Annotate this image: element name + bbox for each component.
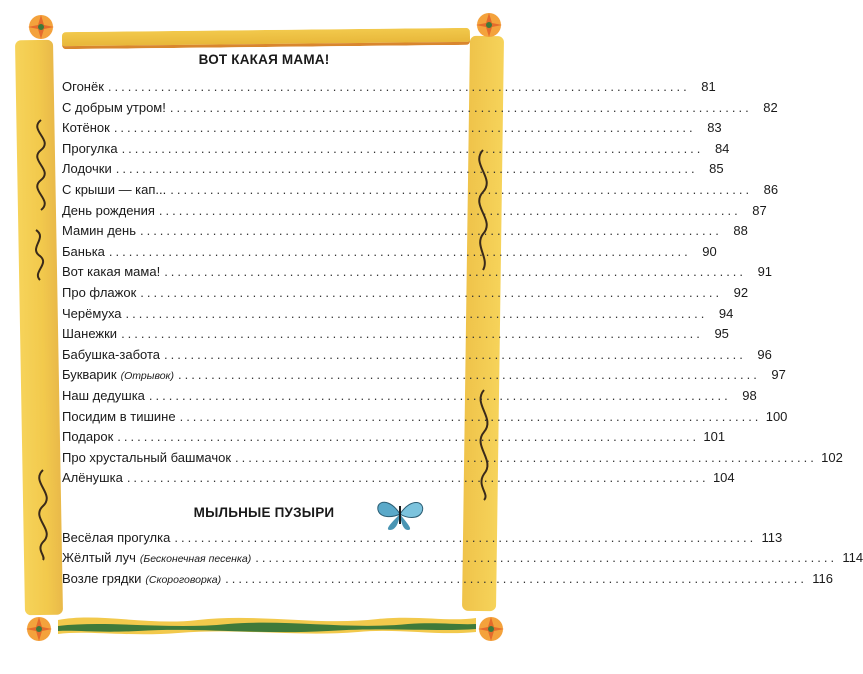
dot-leader: ........................................................................................ [126,470,709,486]
toc-entry-page: 81 [701,79,716,94]
toc-entry[interactable] [62,365,786,386]
toc-entry-title: Подарок [62,429,114,445]
toc-entry[interactable] [62,262,773,283]
dot-leader: ........................................................................................ [121,326,703,342]
toc-entry-title: Про хрустальный башмачок [62,449,232,465]
toc-entry-page: 92 [733,284,749,300]
toc-entry-note: (Скороговорка) [145,574,222,587]
toc-entry-title: Букварик [62,367,117,383]
toc-entry[interactable] [62,139,730,160]
toc-entry-page: 96 [757,346,772,362]
toc-entry-page: 95 [714,326,729,342]
toc-entry[interactable] [62,407,788,428]
toc-entry-page: 83 [707,120,722,136]
toc-entry-title: Посидим в тишине [62,408,176,424]
toc-entry[interactable] [62,304,734,325]
dot-leader: ........................................................................................ [108,243,691,259]
toc-entry-page: 97 [771,367,786,383]
toc-entry[interactable] [62,548,863,569]
toc-entry-page: 86 [763,181,779,197]
flower-corner-icon [22,612,56,646]
toc-entry[interactable] [62,324,729,345]
toc-entry-title: Вот какая мама! [62,264,161,280]
toc-entry-page: 84 [714,140,730,156]
toc-entry[interactable] [62,242,717,263]
toc-entry[interactable] [62,528,783,549]
toc-entry[interactable] [62,468,735,489]
toc-entry-page: 100 [765,408,788,424]
toc-entry-title: С крыши — кап... [62,181,167,197]
dot-leader: ........................................................................................ [158,202,741,218]
toc-entry-page: 102 [821,449,843,465]
toc-entry-title: Мамин день [62,223,136,239]
toc-entry[interactable] [62,427,726,448]
dot-leader: ........................................................................................ [164,264,747,280]
flower-corner-icon [24,10,58,44]
toc-entry[interactable] [62,201,767,222]
toc-entry-page: 85 [709,161,724,177]
toc-entry[interactable] [62,118,722,139]
dot-leader: ........................................................................................ [174,529,757,545]
dot-leader: ........................................................................................ [148,387,731,403]
toc-entry-title: С добрым утром! [62,99,166,115]
toc-entry-title: Бабушка-забота [62,346,161,362]
toc-entry[interactable] [62,221,748,242]
dot-leader: ........................................................................................ [125,305,708,321]
section-title: ВОТ КАКАЯ МАМА! [198,52,330,67]
dot-leader: ........................................................................................ [115,161,698,177]
frame-top-border [62,28,470,49]
toc-list [62,528,863,590]
toc-entry-title: Про флажок [62,284,137,300]
toc-entry-page: 113 [761,529,783,545]
squiggle-decoration [30,470,56,560]
dot-leader: ........................................................................................ [179,408,762,424]
toc-entry-title: Алёнушка [62,470,123,486]
toc-entry-page: 91 [757,264,773,280]
dot-leader: ........................................................................................ [225,571,807,587]
toc-entry-page: 90 [702,243,717,259]
dot-leader: ........................................................................................ [178,367,760,383]
toc-entry[interactable] [62,180,779,201]
toc-list [62,77,843,489]
toc-entry-page: 94 [718,305,734,321]
toc-entry-note: (Бесконечная песенка) [139,553,252,566]
squiggle-decoration [26,120,56,280]
toc-entry-title: День рождения [62,202,155,218]
frame-bottom-border [58,610,476,638]
toc-entry-title: Весёлая прогулка [62,529,171,545]
toc-entry-title: Черёмуха [62,305,122,321]
toc-entry-page: 101 [703,429,726,445]
section-title: МЫЛЬНЫЕ ПУЗЫРИ [193,504,335,520]
dot-leader: ........................................................................................ [235,449,817,465]
toc-entry-page: 98 [742,387,757,403]
table-of-contents [62,48,863,590]
toc-entry-page: 114 [842,550,863,566]
toc-entry-title: Огонёк [62,79,104,94]
toc-entry-title: Наш дедушка [62,387,145,403]
toc-entry-title: Котёнок [62,120,110,136]
dot-leader: ........................................................................................ [107,79,690,94]
toc-entry-page: 82 [763,99,778,115]
toc-entry-title: Жёлтый луч [62,550,136,566]
toc-entry[interactable] [62,569,833,590]
toc-entry[interactable] [62,386,757,407]
dot-leader: ........................................................................................ [255,550,838,566]
toc-entry-title: Шанежки [62,326,118,342]
toc-entry-page: 88 [733,223,748,239]
toc-entry-page: 87 [752,202,767,218]
toc-entry-note: (Отрывок) [120,370,175,383]
dot-leader: ........................................................................................ [169,99,752,115]
toc-entry-page: 104 [712,470,735,486]
toc-entry[interactable] [62,448,843,469]
toc-entry[interactable] [62,345,772,366]
toc-entry-page: 116 [812,571,833,587]
flower-corner-icon [474,612,508,646]
flower-corner-icon [472,8,506,42]
toc-entry[interactable] [62,159,724,180]
dot-leader: ........................................................................................ [170,181,753,197]
toc-entry-title: Прогулка [62,140,118,156]
toc-entry-title: Банька [62,243,105,259]
dot-leader: ........................................................................................ [164,346,746,362]
dot-leader: ........................................................................................ [117,429,700,445]
toc-entry[interactable] [62,98,778,119]
toc-entry[interactable] [62,283,749,304]
dot-leader: ........................................................................................ [139,223,722,239]
dot-leader: ........................................................................................ [121,140,704,156]
toc-entry-title: Возле грядки [62,571,142,587]
toc-entry[interactable] [62,77,716,98]
dot-leader: ........................................................................................ [140,284,723,300]
toc-entry-title: Лодочки [62,161,112,177]
dot-leader: ........................................................................................ [113,120,696,136]
